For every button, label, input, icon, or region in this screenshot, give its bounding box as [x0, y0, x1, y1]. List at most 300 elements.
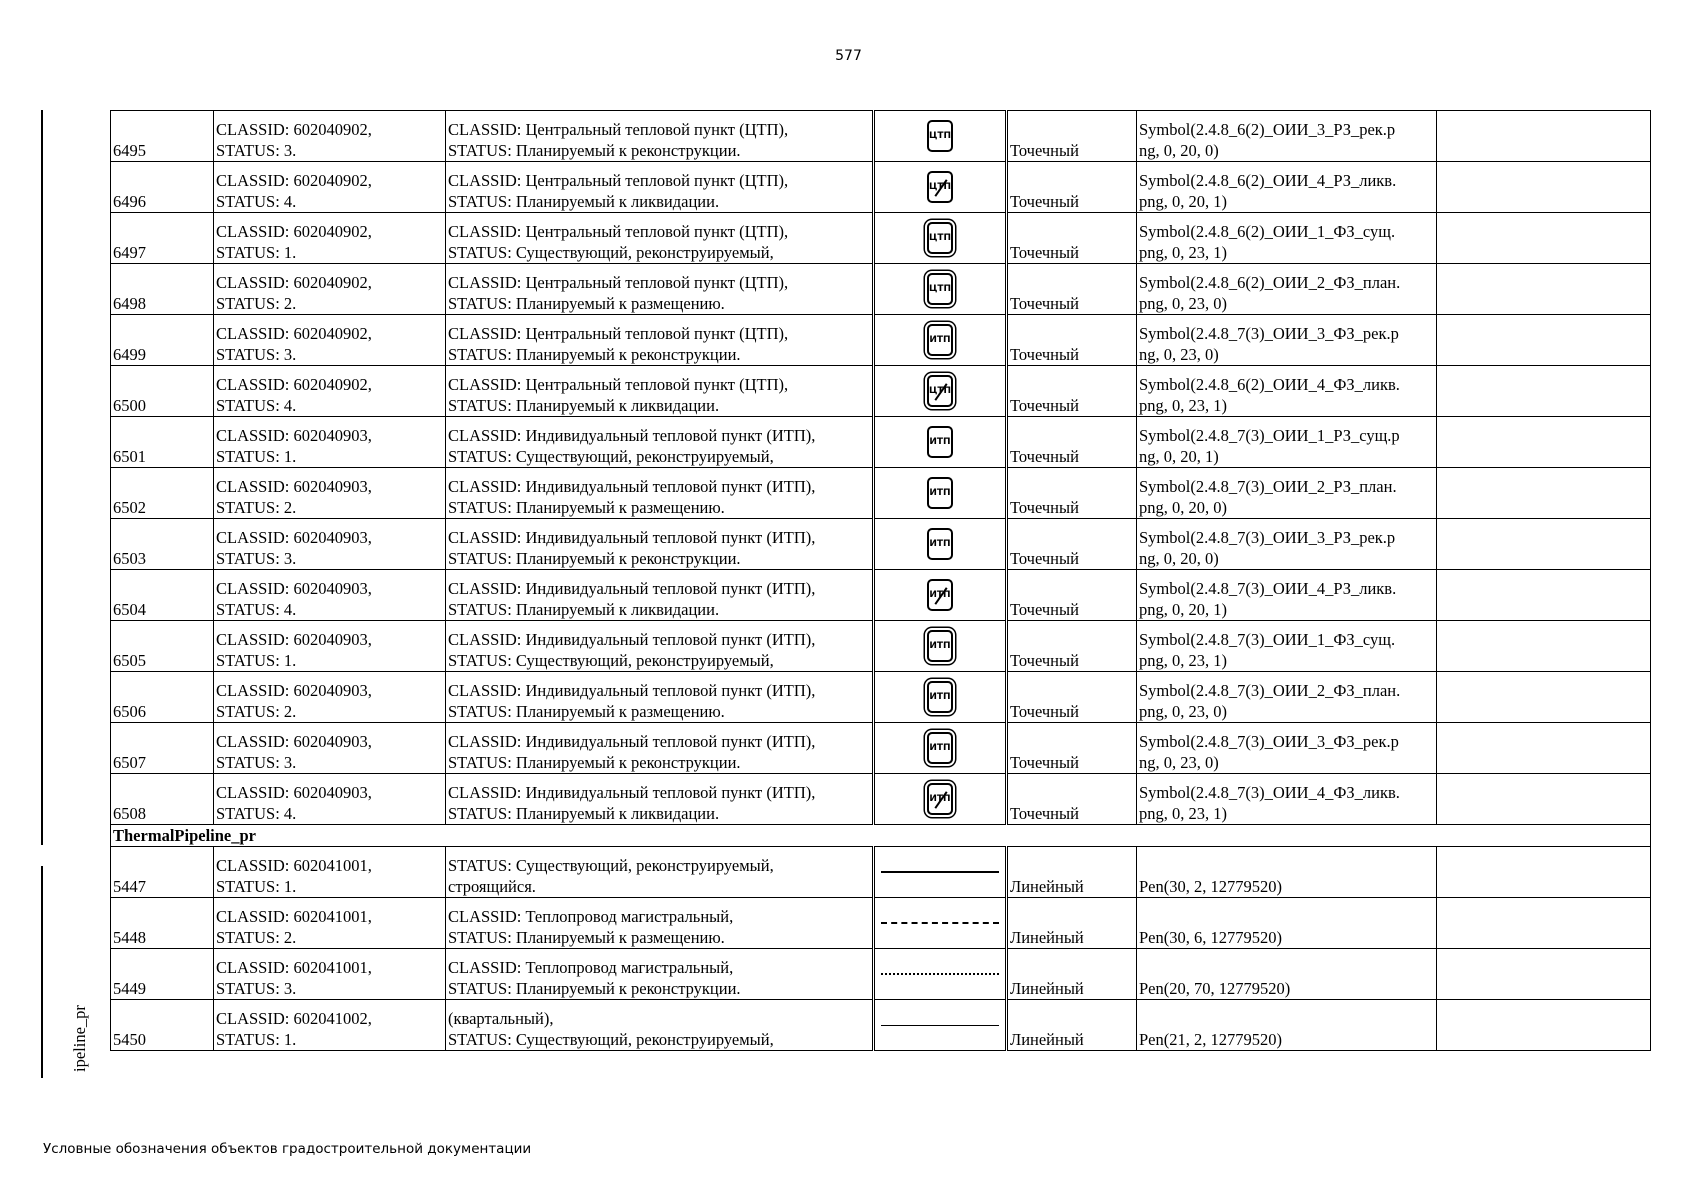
- ctp-symbol-icon: [927, 375, 953, 407]
- description-cell: [446, 111, 874, 162]
- style-line-1: Symbol(2.4.8_6(2)_ОИИ_2_ФЗ_план.: [1139, 273, 1401, 292]
- symbol-cell: [874, 213, 1007, 264]
- geometry-type-text: Точечный: [1010, 753, 1079, 772]
- status-text: STATUS: 1.: [216, 1030, 297, 1049]
- empty-cell: [1437, 519, 1651, 570]
- description-line-2: STATUS: Существующий, реконструируемый,: [448, 243, 774, 262]
- style-line-1: Symbol(2.4.8_7(3)_ОИИ_2_ФЗ_план.: [1139, 681, 1401, 700]
- style-line: Pen(21, 2, 12779520): [1139, 1030, 1282, 1049]
- empty-cell: [1437, 1000, 1651, 1051]
- empty-cell: [1437, 315, 1651, 366]
- style-line-1: Symbol(2.4.8_6(2)_ОИИ_1_ФЗ_сущ.: [1139, 222, 1396, 241]
- geometry-type-text: Точечный: [1010, 651, 1079, 670]
- classid-text: CLASSID: 602040903,: [216, 579, 372, 598]
- geometry-type-cell: [1007, 264, 1137, 315]
- geometry-type-cell: [1007, 774, 1137, 825]
- description-line-1: CLASSID: Индивидуальный тепловой пункт (ИТП),: [448, 681, 816, 700]
- symbol-cell: [874, 774, 1007, 825]
- status-text: STATUS: 4.: [216, 192, 297, 211]
- geometry-type-cell: [1007, 672, 1137, 723]
- table-row: [111, 570, 1651, 621]
- geometry-type-cell: [1007, 162, 1137, 213]
- row-id-text: 6495: [113, 141, 146, 160]
- style-line-2: ng, 0, 20, 1): [1139, 447, 1219, 466]
- classid-cell: [214, 1000, 446, 1051]
- row-id: [111, 315, 214, 366]
- description-cell: [446, 774, 874, 825]
- geometry-type-cell: [1007, 1000, 1137, 1051]
- description-line-1: CLASSID: Индивидуальный тепловой пункт (ИТП),: [448, 426, 816, 445]
- ctp-symbol-icon: [927, 120, 953, 152]
- style-line-1: Symbol(2.4.8_7(3)_ОИИ_2_РЗ_план.: [1139, 477, 1397, 496]
- style-line-2: png, 0, 23, 1): [1139, 804, 1227, 823]
- geometry-type-text: Точечный: [1010, 600, 1079, 619]
- description-cell: [446, 366, 874, 417]
- status-text: STATUS: 3.: [216, 979, 297, 998]
- description-cell: [446, 570, 874, 621]
- row-id-text: 6506: [113, 702, 146, 721]
- description-line-2: STATUS: Существующий, реконструируемый,: [448, 1030, 774, 1049]
- itp-symbol-icon: [927, 528, 953, 560]
- row-id-text: 6503: [113, 549, 146, 568]
- description-cell: [446, 723, 874, 774]
- table-row: [111, 847, 1651, 898]
- style-line: Pen(30, 6, 12779520): [1139, 928, 1282, 947]
- legend-table: [110, 110, 1651, 1051]
- style-line-1: Symbol(2.4.8_7(3)_ОИИ_3_ФЗ_рек.p: [1139, 732, 1399, 751]
- style-line: Pen(20, 70, 12779520): [1139, 979, 1291, 998]
- description-line-1: STATUS: Существующий, реконструируемый,: [448, 856, 774, 875]
- classid-text: CLASSID: 602040902,: [216, 273, 372, 292]
- style-cell: [1137, 264, 1437, 315]
- table-row: [111, 162, 1651, 213]
- description-line-2: STATUS: Планируемый к размещению.: [448, 702, 725, 721]
- description-line-1: CLASSID: Центральный тепловой пункт (ЦТП),: [448, 324, 789, 343]
- classid-text: CLASSID: 602040903,: [216, 732, 372, 751]
- icon-text: ИТП: [929, 794, 951, 804]
- row-id: [111, 468, 214, 519]
- empty-cell: [1437, 264, 1651, 315]
- icon-text: ИТП: [929, 488, 951, 498]
- style-line-2: png, 0, 20, 1): [1139, 192, 1227, 211]
- table-row: [111, 519, 1651, 570]
- icon-text: ЦТП: [929, 233, 952, 243]
- geometry-type-cell: [1007, 621, 1137, 672]
- style-line-1: Symbol(2.4.8_6(2)_ОИИ_3_РЗ_рек.p: [1139, 120, 1396, 139]
- style-line-2: png, 0, 23, 1): [1139, 651, 1227, 670]
- style-cell: [1137, 723, 1437, 774]
- itp-symbol-icon: [927, 426, 953, 458]
- geometry-type-text: Точечный: [1010, 192, 1079, 211]
- row-id: [111, 417, 214, 468]
- line-style-icon: [881, 922, 999, 924]
- style-cell: [1137, 315, 1437, 366]
- geometry-type-cell: [1007, 723, 1137, 774]
- style-line-1: Symbol(2.4.8_6(2)_ОИИ_4_ФЗ_ликв.: [1139, 375, 1400, 394]
- description-line-2: STATUS: Планируемый к размещению.: [448, 928, 725, 947]
- symbol-cell: [874, 162, 1007, 213]
- symbol-cell: [874, 847, 1007, 898]
- icon-text: ИТП: [929, 539, 951, 549]
- empty-cell: [1437, 570, 1651, 621]
- description-cell: [446, 1000, 874, 1051]
- description-cell: [446, 264, 874, 315]
- itp-symbol-icon: [927, 324, 953, 356]
- classid-text: CLASSID: 602040902,: [216, 120, 372, 139]
- row-id: [111, 898, 214, 949]
- row-id: [111, 672, 214, 723]
- classid-text: CLASSID: 602040902,: [216, 222, 372, 241]
- classid-cell: [214, 621, 446, 672]
- row-id-text: 6496: [113, 192, 146, 211]
- geometry-type-text: Линейный: [1010, 1030, 1084, 1049]
- itp-symbol-icon: [927, 630, 953, 662]
- status-text: STATUS: 4.: [216, 600, 297, 619]
- symbol-cell: [874, 111, 1007, 162]
- left-border-bottom: [41, 866, 43, 1078]
- classid-cell: [214, 366, 446, 417]
- itp-symbol-icon: [927, 783, 953, 815]
- row-id-text: 5448: [113, 928, 146, 947]
- description-cell: [446, 162, 874, 213]
- table-row: [111, 898, 1651, 949]
- status-text: STATUS: 3.: [216, 753, 297, 772]
- style-line-2: png, 0, 23, 1): [1139, 396, 1227, 415]
- style-line-2: png, 0, 20, 0): [1139, 498, 1227, 517]
- table-row: [111, 213, 1651, 264]
- row-id-text: 6497: [113, 243, 146, 262]
- classid-cell: [214, 162, 446, 213]
- style-cell: [1137, 468, 1437, 519]
- style-cell: [1137, 1000, 1437, 1051]
- description-line-1: CLASSID: Индивидуальный тепловой пункт (ИТП),: [448, 630, 816, 649]
- symbol-cell: [874, 672, 1007, 723]
- style-cell: [1137, 898, 1437, 949]
- table-row: [111, 264, 1651, 315]
- left-border-top: [41, 110, 43, 845]
- classid-cell: [214, 949, 446, 1000]
- classid-cell: [214, 774, 446, 825]
- row-id-text: 6502: [113, 498, 146, 517]
- geometry-type-cell: [1007, 417, 1137, 468]
- row-id: [111, 111, 214, 162]
- description-line-1: CLASSID: Теплопровод магистральный,: [448, 907, 734, 926]
- icon-text: ЦТП: [929, 182, 952, 192]
- geometry-type-text: Точечный: [1010, 549, 1079, 568]
- description-line-2: STATUS: Планируемый к ликвидации.: [448, 396, 720, 415]
- classid-text: CLASSID: 602040902,: [216, 324, 372, 343]
- status-text: STATUS: 2.: [216, 928, 297, 947]
- classid-cell: [214, 468, 446, 519]
- row-id-text: 6504: [113, 600, 146, 619]
- table-row: [111, 417, 1651, 468]
- itp-symbol-icon: [927, 732, 953, 764]
- style-line-1: Symbol(2.4.8_7(3)_ОИИ_1_ФЗ_сущ.: [1139, 630, 1396, 649]
- style-cell: [1137, 519, 1437, 570]
- geometry-type-text: Точечный: [1010, 702, 1079, 721]
- empty-cell: [1437, 723, 1651, 774]
- empty-cell: [1437, 774, 1651, 825]
- classid-text: CLASSID: 602040903,: [216, 783, 372, 802]
- style-line-2: png, 0, 23, 0): [1139, 702, 1227, 721]
- description-line-2: STATUS: Планируемый к ликвидации.: [448, 600, 720, 619]
- style-line-1: Symbol(2.4.8_7(3)_ОИИ_4_РЗ_ликв.: [1139, 579, 1397, 598]
- line-style-icon: [881, 973, 999, 975]
- description-line-2: STATUS: Планируемый к реконструкции.: [448, 549, 741, 568]
- geometry-type-text: Точечный: [1010, 804, 1079, 823]
- style-line-2: ng, 0, 20, 0): [1139, 549, 1219, 568]
- classid-cell: [214, 723, 446, 774]
- description-cell: [446, 898, 874, 949]
- row-id-text: 6500: [113, 396, 146, 415]
- classid-text: CLASSID: 602040903,: [216, 681, 372, 700]
- description-line-2: STATUS: Существующий, реконструируемый,: [448, 651, 774, 670]
- empty-cell: [1437, 111, 1651, 162]
- description-line-1: CLASSID: Индивидуальный тепловой пункт (ИТП),: [448, 732, 816, 751]
- geometry-type-text: Точечный: [1010, 447, 1079, 466]
- table-row: [111, 672, 1651, 723]
- style-line-1: Symbol(2.4.8_6(2)_ОИИ_4_РЗ_ликв.: [1139, 171, 1397, 190]
- style-cell: [1137, 672, 1437, 723]
- status-text: STATUS: 2.: [216, 294, 297, 313]
- style-line-2: png, 0, 23, 0): [1139, 294, 1227, 313]
- empty-cell: [1437, 621, 1651, 672]
- description-cell: [446, 417, 874, 468]
- description-line-2: строящийся.: [448, 877, 536, 896]
- style-cell: [1137, 621, 1437, 672]
- style-line-2: ng, 0, 23, 0): [1139, 753, 1219, 772]
- row-id: [111, 1000, 214, 1051]
- style-cell: [1137, 111, 1437, 162]
- description-line-2: STATUS: Планируемый к ликвидации.: [448, 804, 720, 823]
- description-line-1: CLASSID: Теплопровод магистральный,: [448, 958, 734, 977]
- classid-text: CLASSID: 602040903,: [216, 426, 372, 445]
- row-id: [111, 621, 214, 672]
- side-label: ipeline_pr: [70, 1005, 89, 1072]
- classid-cell: [214, 417, 446, 468]
- style-cell: [1137, 847, 1437, 898]
- symbol-cell: [874, 468, 1007, 519]
- description-cell: [446, 621, 874, 672]
- style-cell: [1137, 417, 1437, 468]
- symbol-cell: [874, 949, 1007, 1000]
- row-id: [111, 723, 214, 774]
- status-text: STATUS: 1.: [216, 877, 297, 896]
- empty-cell: [1437, 949, 1651, 1000]
- page-number: 577: [835, 48, 862, 64]
- empty-cell: [1437, 898, 1651, 949]
- description-cell: [446, 672, 874, 723]
- icon-text: ЦТП: [929, 131, 952, 141]
- row-id-text: 6501: [113, 447, 146, 466]
- classid-text: CLASSID: 602041001,: [216, 856, 372, 875]
- itp-symbol-icon: [927, 681, 953, 713]
- geometry-type-text: Точечный: [1010, 243, 1079, 262]
- style-line-2: ng, 0, 20, 0): [1139, 141, 1219, 160]
- description-line-2: STATUS: Планируемый к размещению.: [448, 294, 725, 313]
- table-row: [111, 366, 1651, 417]
- classid-text: CLASSID: 602040902,: [216, 375, 372, 394]
- status-text: STATUS: 4.: [216, 804, 297, 823]
- row-id-text: 6505: [113, 651, 146, 670]
- style-line-2: png, 0, 23, 1): [1139, 243, 1227, 262]
- row-id-text: 6508: [113, 804, 146, 823]
- description-line-1: CLASSID: Центральный тепловой пункт (ЦТП),: [448, 273, 789, 292]
- status-text: STATUS: 1.: [216, 651, 297, 670]
- description-line-2: STATUS: Планируемый к размещению.: [448, 498, 725, 517]
- classid-text: CLASSID: 602040903,: [216, 630, 372, 649]
- description-line-1: CLASSID: Центральный тепловой пункт (ЦТП),: [448, 120, 789, 139]
- symbol-cell: [874, 898, 1007, 949]
- row-id: [111, 366, 214, 417]
- row-id: [111, 162, 214, 213]
- description-line-1: CLASSID: Центральный тепловой пункт (ЦТП),: [448, 222, 789, 241]
- section-label: ThermalPipeline_pr: [111, 825, 1651, 847]
- empty-cell: [1437, 366, 1651, 417]
- status-text: STATUS: 3.: [216, 141, 297, 160]
- empty-cell: [1437, 213, 1651, 264]
- table-row: [111, 774, 1651, 825]
- itp-symbol-icon: [927, 579, 953, 611]
- style-cell: [1137, 366, 1437, 417]
- table-row: [111, 949, 1651, 1000]
- symbol-cell: [874, 570, 1007, 621]
- row-id: [111, 847, 214, 898]
- section-row: [111, 825, 1651, 847]
- symbol-cell: [874, 315, 1007, 366]
- classid-cell: [214, 111, 446, 162]
- geometry-type-text: Линейный: [1010, 928, 1084, 947]
- icon-text: ИТП: [929, 437, 951, 447]
- symbol-cell: [874, 519, 1007, 570]
- description-line-2: STATUS: Планируемый к ликвидации.: [448, 192, 720, 211]
- empty-cell: [1437, 468, 1651, 519]
- style-line: Pen(30, 2, 12779520): [1139, 877, 1282, 896]
- ctp-symbol-icon: [927, 222, 953, 254]
- icon-text: ЦТП: [929, 386, 952, 396]
- row-id: [111, 264, 214, 315]
- row-id: [111, 774, 214, 825]
- description-line-1: CLASSID: Центральный тепловой пункт (ЦТП),: [448, 375, 789, 394]
- empty-cell: [1437, 672, 1651, 723]
- icon-text: ИТП: [929, 641, 951, 651]
- table-row: [111, 723, 1651, 774]
- row-id: [111, 213, 214, 264]
- line-style-icon: [881, 871, 999, 873]
- classid-cell: [214, 213, 446, 264]
- description-line-1: CLASSID: Индивидуальный тепловой пункт (ИТП),: [448, 528, 816, 547]
- geometry-type-cell: [1007, 468, 1137, 519]
- symbol-cell: [874, 264, 1007, 315]
- style-line-1: Symbol(2.4.8_7(3)_ОИИ_3_РЗ_рек.p: [1139, 528, 1396, 547]
- row-id: [111, 570, 214, 621]
- description-line-1: CLASSID: Индивидуальный тепловой пункт (ИТП),: [448, 783, 816, 802]
- symbol-cell: [874, 417, 1007, 468]
- row-id: [111, 949, 214, 1000]
- classid-cell: [214, 672, 446, 723]
- table-row: [111, 468, 1651, 519]
- style-cell: [1137, 213, 1437, 264]
- symbol-cell: [874, 723, 1007, 774]
- geometry-type-text: Точечный: [1010, 345, 1079, 364]
- status-text: STATUS: 1.: [216, 447, 297, 466]
- icon-text: ИТП: [929, 335, 951, 345]
- description-line-1: CLASSID: Индивидуальный тепловой пункт (ИТП),: [448, 579, 816, 598]
- description-line-1: (квартальный),: [448, 1009, 554, 1028]
- style-line-1: Symbol(2.4.8_7(3)_ОИИ_4_ФЗ_ликв.: [1139, 783, 1400, 802]
- geometry-type-text: Точечный: [1010, 498, 1079, 517]
- itp-symbol-icon: [927, 477, 953, 509]
- geometry-type-text: Точечный: [1010, 396, 1079, 415]
- description-cell: [446, 519, 874, 570]
- style-line-2: ng, 0, 23, 0): [1139, 345, 1219, 364]
- status-text: STATUS: 1.: [216, 243, 297, 262]
- row-id-text: 5449: [113, 979, 146, 998]
- description-cell: [446, 468, 874, 519]
- classid-cell: [214, 847, 446, 898]
- status-text: STATUS: 3.: [216, 345, 297, 364]
- geometry-type-cell: [1007, 315, 1137, 366]
- classid-text: CLASSID: 602040902,: [216, 171, 372, 190]
- geometry-type-text: Точечный: [1010, 294, 1079, 313]
- table-row: [111, 1000, 1651, 1051]
- icon-text: ЦТП: [929, 284, 952, 294]
- row-id-text: 5447: [113, 877, 146, 896]
- classid-text: CLASSID: 602041001,: [216, 958, 372, 977]
- classid-text: CLASSID: 602040903,: [216, 477, 372, 496]
- table-row: [111, 111, 1651, 162]
- style-line-2: png, 0, 20, 1): [1139, 600, 1227, 619]
- style-cell: [1137, 162, 1437, 213]
- geometry-type-cell: [1007, 519, 1137, 570]
- geometry-type-text: Точечный: [1010, 141, 1079, 160]
- geometry-type-cell: [1007, 949, 1137, 1000]
- symbol-cell: [874, 1000, 1007, 1051]
- classid-cell: [214, 898, 446, 949]
- style-cell: [1137, 570, 1437, 621]
- description-line-1: CLASSID: Центральный тепловой пункт (ЦТП),: [448, 171, 789, 190]
- row-id-text: 6507: [113, 753, 146, 772]
- geometry-type-cell: [1007, 847, 1137, 898]
- footer-text: Условные обозначения объектов градостроительной документации: [43, 1141, 532, 1157]
- geometry-type-text: Линейный: [1010, 979, 1084, 998]
- geometry-type-cell: [1007, 570, 1137, 621]
- symbol-cell: [874, 621, 1007, 672]
- classid-cell: [214, 570, 446, 621]
- status-text: STATUS: 3.: [216, 549, 297, 568]
- line-style-icon: [881, 1025, 999, 1026]
- icon-text: ИТП: [929, 692, 951, 702]
- description-line-1: CLASSID: Индивидуальный тепловой пункт (ИТП),: [448, 477, 816, 496]
- description-line-2: STATUS: Планируемый к реконструкции.: [448, 345, 741, 364]
- description-cell: [446, 315, 874, 366]
- classid-cell: [214, 519, 446, 570]
- row-id-text: 5450: [113, 1030, 146, 1049]
- classid-text: CLASSID: 602041002,: [216, 1009, 372, 1028]
- description-line-2: STATUS: Существующий, реконструируемый,: [448, 447, 774, 466]
- geometry-type-cell: [1007, 213, 1137, 264]
- row-id-text: 6498: [113, 294, 146, 313]
- geometry-type-cell: [1007, 366, 1137, 417]
- description-cell: [446, 213, 874, 264]
- ctp-symbol-icon: [927, 171, 953, 203]
- classid-text: CLASSID: 602040903,: [216, 528, 372, 547]
- description-cell: [446, 949, 874, 1000]
- row-id: [111, 519, 214, 570]
- ctp-symbol-icon: [927, 273, 953, 305]
- symbol-cell: [874, 366, 1007, 417]
- status-text: STATUS: 2.: [216, 498, 297, 517]
